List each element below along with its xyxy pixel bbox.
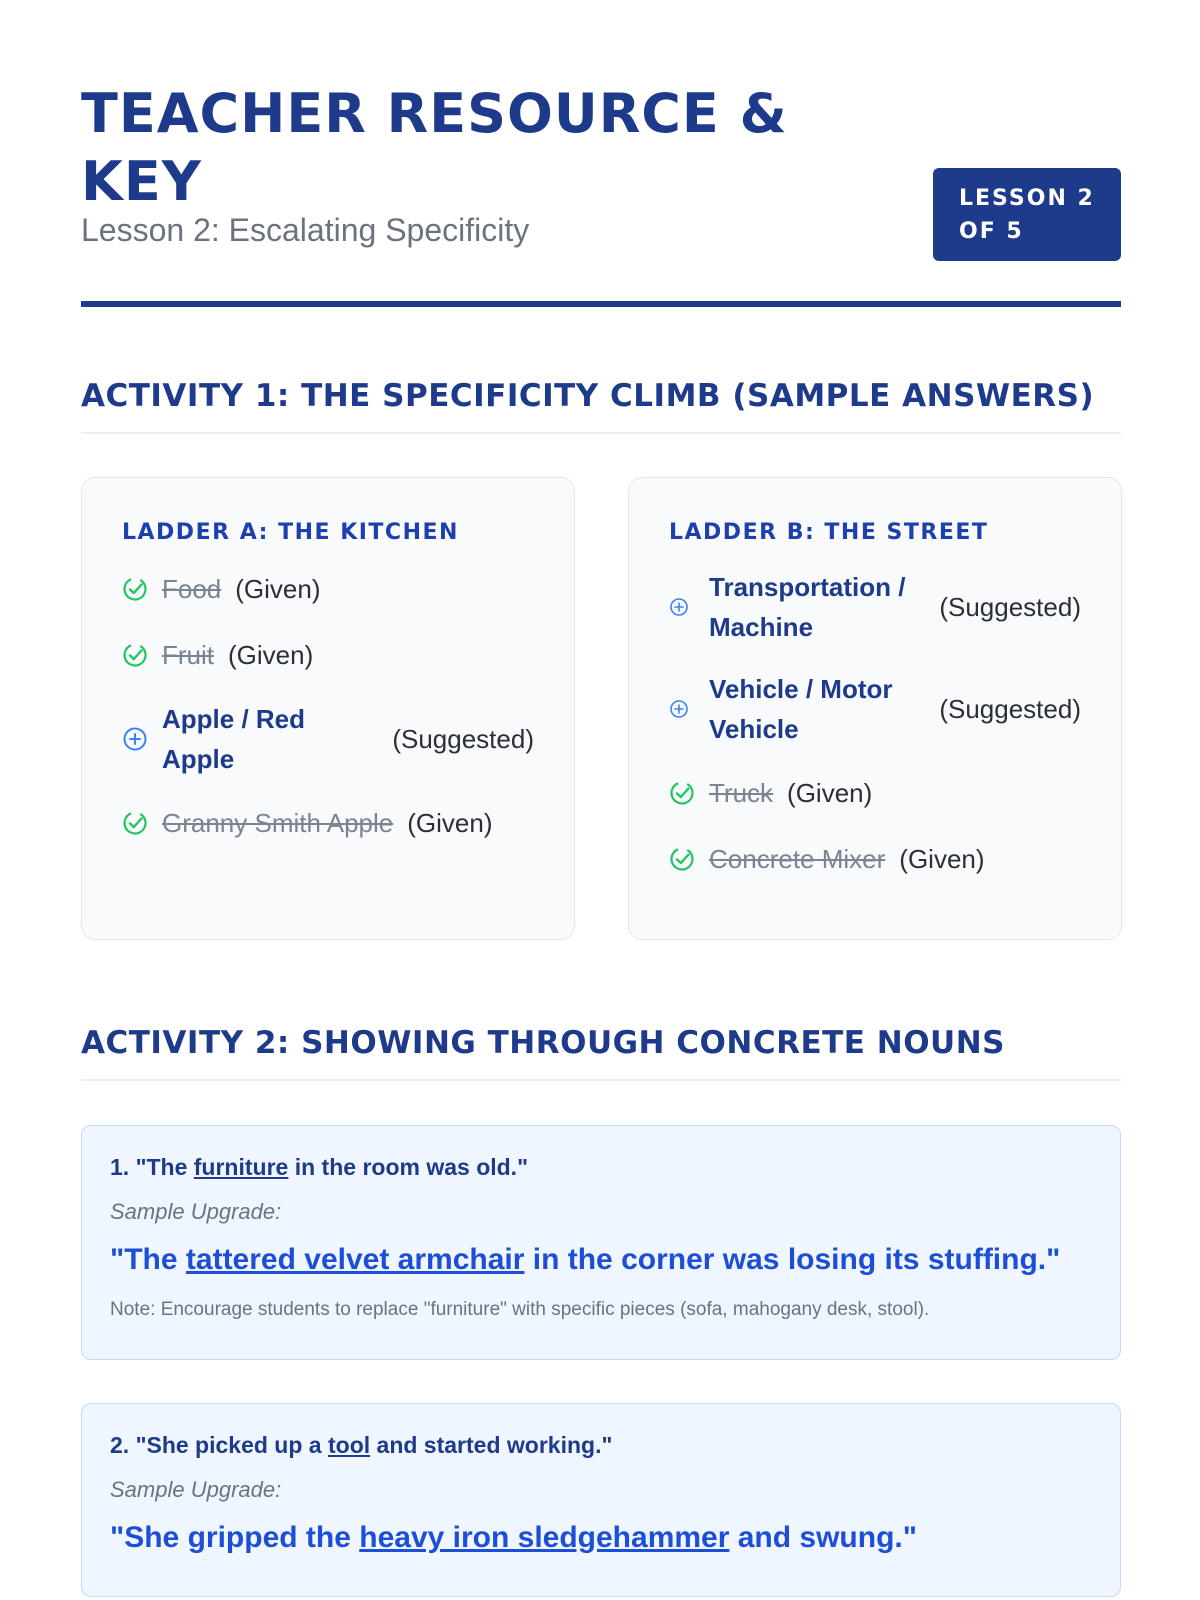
- rung-note: (Given): [899, 843, 985, 874]
- upgrade-text: and swung.": [729, 1521, 917, 1554]
- prompt-noun: tool: [327, 1432, 371, 1458]
- rung-word: Granny Smith Apple: [162, 807, 394, 838]
- sample-upgrade: [110, 1521, 1092, 1555]
- rung-word: Food: [162, 573, 222, 604]
- rung-note: (Given): [407, 807, 493, 838]
- check-circle-icon: [669, 846, 699, 872]
- rung-note: (Given): [787, 777, 873, 808]
- ladder-rung: [122, 633, 534, 677]
- check-circle-icon: [122, 642, 152, 668]
- page-header: [81, 80, 1121, 249]
- ladder-rung: [122, 567, 534, 611]
- upgrade-noun: tattered velvet armchair: [185, 1243, 525, 1276]
- prompt-text: and started working.": [370, 1432, 613, 1458]
- plus-circle-icon: [669, 597, 699, 617]
- ladder-rung: [669, 771, 1081, 815]
- ladder-title: LADDER A: THE KITCHEN: [122, 520, 459, 545]
- sample-upgrade-label: Sample Upgrade:: [110, 1199, 282, 1224]
- rung-note: (Suggested): [939, 591, 1081, 622]
- header-divider: [81, 301, 1121, 307]
- prompt-text: 1. "The: [110, 1154, 194, 1180]
- check-circle-icon: [669, 780, 699, 806]
- upgrade-text: "The: [110, 1243, 186, 1276]
- check-circle-icon: [122, 576, 152, 602]
- teacher-note: Note: Encourage students to replace "furniture" with specific pieces (sofa, mahogany desk, stool).: [110, 1299, 930, 1320]
- page-subtitle: Lesson 2: Escalating Specificity: [81, 212, 530, 248]
- rung-word: Fruit: [162, 639, 214, 670]
- ladder-rung: [669, 837, 1081, 881]
- lesson-badge: LESSON 2 OF 5: [933, 168, 1121, 261]
- rung-note: (Given): [228, 639, 314, 670]
- rung-word: Truck: [709, 777, 774, 808]
- rung-word: Concrete Mixer: [709, 843, 886, 874]
- activity-2-title: ACTIVITY 2: SHOWING THROUGH CONCRETE NOUNS: [81, 1025, 1121, 1081]
- rung-note: (Suggested): [939, 693, 1081, 724]
- activity-1-title: ACTIVITY 1: THE SPECIFICITY CLIMB (SAMPLE ANSWERS): [81, 378, 1121, 434]
- check-circle-icon: [122, 810, 152, 836]
- sample-upgrade: [110, 1243, 1092, 1277]
- rung-word: Apple / Red Apple: [162, 704, 306, 774]
- upgrade-text: in the corner was losing its stuffing.": [524, 1243, 1061, 1276]
- upgrade-text: "She gripped the: [110, 1521, 360, 1554]
- prompt-text: 2. "She picked up a: [110, 1432, 328, 1458]
- example-card: [81, 1125, 1121, 1360]
- example-prompt: [110, 1154, 1092, 1181]
- prompt-noun: furniture: [193, 1154, 289, 1180]
- rung-word: Transportation / Machine: [709, 572, 906, 642]
- prompt-text: in the room was old.": [288, 1154, 528, 1180]
- ladder-rung: [669, 669, 1081, 749]
- page-title: TEACHER RESOURCE & KEY: [81, 82, 788, 213]
- ladder-rung: [122, 801, 534, 845]
- rung-word: Vehicle / Motor Vehicle: [709, 674, 893, 744]
- ladder-title: LADDER B: THE STREET: [669, 520, 989, 545]
- rung-note: (Suggested): [392, 723, 534, 754]
- rung-note: (Given): [235, 573, 321, 604]
- ladder-card-kitchen: [81, 477, 575, 940]
- ladder-rung: [669, 567, 1081, 647]
- ladder-card-street: [628, 477, 1122, 940]
- ladder-rung: [122, 699, 534, 779]
- example-card: [81, 1403, 1121, 1597]
- example-prompt: [110, 1432, 1092, 1459]
- upgrade-noun: heavy iron sledgehammer: [359, 1521, 730, 1554]
- plus-circle-icon: [669, 699, 699, 719]
- sample-upgrade-label: Sample Upgrade:: [110, 1477, 282, 1502]
- plus-circle-icon: [122, 726, 152, 752]
